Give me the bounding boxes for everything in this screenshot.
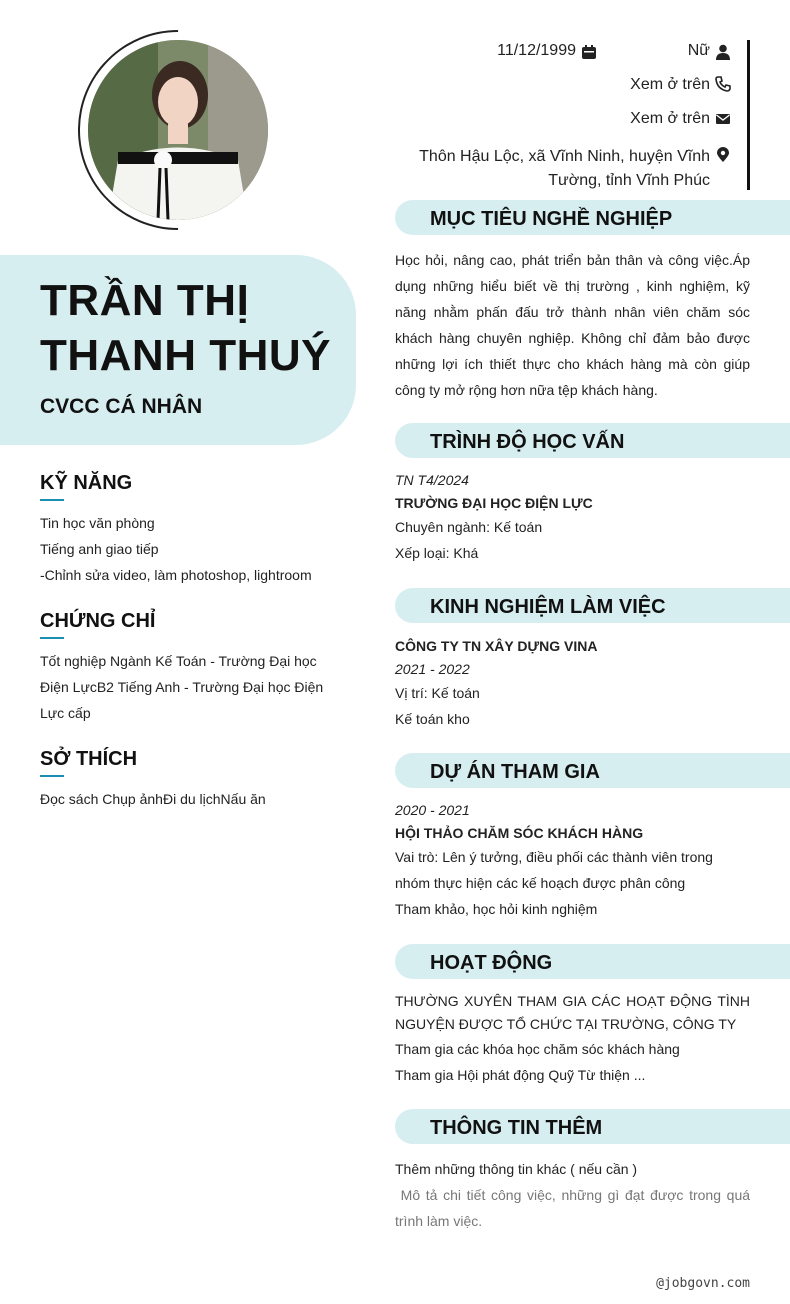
certificates-title: CHỨNG CHỈ: [40, 610, 156, 632]
contact-divider: [747, 40, 750, 190]
education-content: [395, 468, 750, 566]
hobbies-underline: [40, 775, 64, 777]
certificate-line: Lực cấp: [40, 705, 91, 721]
hobbies-title: SỞ THÍCH: [40, 748, 138, 770]
skills-underline: [40, 499, 64, 501]
certificates-text: [40, 648, 325, 726]
skills-title: KỸ NĂNG: [40, 472, 133, 494]
projects-title: DỰ ÁN THAM GIA: [430, 761, 600, 783]
gender: Nữ: [687, 42, 710, 59]
education-date: TN T4/2024: [395, 472, 469, 488]
objective-text: Học hỏi, nâng cao, phát triển bản thân và công việc.Áp dụng những hiểu biết về thị trường , kinh nghiệm, kỹ năng nhằm phấn đấu trở thành nhân viên chăm sóc khách hàng chuyên nghiệp. Không chỉ đảm bảo được những lợi ích thiết thực cho khách hàng mà còn giúp công ty mở rộng hơn nữa tệp khách hàng.: [395, 252, 750, 398]
activity-item: Tham gia Hội phát động Quỹ Từ thiện ...: [395, 1067, 646, 1083]
activities-content: [395, 990, 750, 1088]
more-info-line: Mô tả chi tiết công việc, những gì đạt được trong quá trình làm việc.: [395, 1187, 754, 1229]
activity-item: Tham gia các khóa học chăm sóc khách hàng: [395, 1041, 680, 1057]
envelope-icon: [715, 111, 731, 127]
full-name-line2: THANH THUÝ: [40, 331, 331, 380]
email: Xem ở trên: [630, 110, 710, 127]
watermark: @jobgovn.com: [656, 1276, 750, 1291]
experience-detail: Kế toán kho: [395, 711, 470, 727]
education-major: Chuyên ngành: Kế toán: [395, 519, 543, 535]
calendar-icon: [581, 44, 597, 60]
activity-item: THƯỜNG XUYÊN THAM GIA CÁC HOẠT ĐỘNG TÌNH NGUYỆN ĐƯỢC TỔ CHỨC TẠI TRƯỜNG, CÔNG TY: [395, 993, 750, 1032]
skill-item: Tiếng anh giao tiếp: [40, 541, 159, 557]
address: [419, 145, 710, 193]
user-icon: [715, 44, 731, 60]
project-role: Vai trò: Lên ý tưởng, điều phối các thành viên trong nhóm thực hiện các kế hoạch được phân công: [395, 849, 713, 891]
avatar-photo: [88, 40, 268, 220]
phone: Xem ở trên: [630, 76, 710, 93]
project-name: HỘI THẢO CHĂM SÓC KHÁCH HÀNG: [395, 825, 644, 841]
skill-item: -Chỉnh sửa video, làm photoshop, lightroom: [40, 567, 312, 583]
education-grade: Xếp loại: Khá: [395, 545, 479, 561]
project-period: 2020 - 2021: [395, 802, 470, 818]
project-detail: Tham khảo, học hỏi kinh nghiệm: [395, 901, 598, 917]
avatar: [88, 40, 268, 220]
more-info-title: THÔNG TIN THÊM: [430, 1117, 603, 1139]
more-info-line: Thêm những thông tin khác ( nếu cần ): [395, 1161, 638, 1177]
skill-item: Tin học văn phòng: [40, 515, 155, 531]
experience-company: CÔNG TY TN XÂY DỰNG VINA: [395, 638, 598, 654]
certificates-underline: [40, 637, 64, 639]
experience-title: KINH NGHIỆM LÀM VIỆC: [430, 596, 666, 618]
hobbies-text: Đọc sách Chụp ảnhĐi du lịchNấu ăn: [40, 791, 266, 807]
activities-title: HOẠT ĐỘNG: [430, 952, 553, 974]
birthday: 11/12/1999: [497, 42, 576, 59]
more-info-content: [395, 1156, 754, 1234]
certificate-line: Điện LựcB2 Tiếng Anh - Trường Đại học Điện: [40, 679, 324, 695]
address-line: Tường, tỉnh Vĩnh Phúc: [548, 172, 710, 189]
objective-title: MỤC TIÊU NGHỀ NGHIỆP: [430, 208, 673, 230]
education-school: TRƯỜNG ĐẠI HỌC ĐIỆN LỰC: [395, 495, 593, 511]
experience-period: 2021 - 2022: [395, 661, 470, 677]
job-role: CVCC CÁ NHÂN: [40, 395, 203, 418]
experience-content: [395, 634, 750, 732]
phone-icon: [715, 76, 731, 92]
certificate-line: Tốt nghiệp Ngành Kế Toán - Trường Đại học: [40, 653, 317, 669]
skills-list: [40, 510, 325, 588]
location-pin-icon: [715, 147, 731, 163]
projects-content: [395, 798, 750, 922]
experience-position: Vị trí: Kế toán: [395, 685, 480, 701]
full-name-line1: TRẦN THỊ: [40, 276, 250, 325]
address-line: Thôn Hậu Lộc, xã Vĩnh Ninh, huyện Vĩnh: [419, 148, 710, 165]
education-title: TRÌNH ĐỘ HỌC VẤN: [430, 431, 625, 453]
